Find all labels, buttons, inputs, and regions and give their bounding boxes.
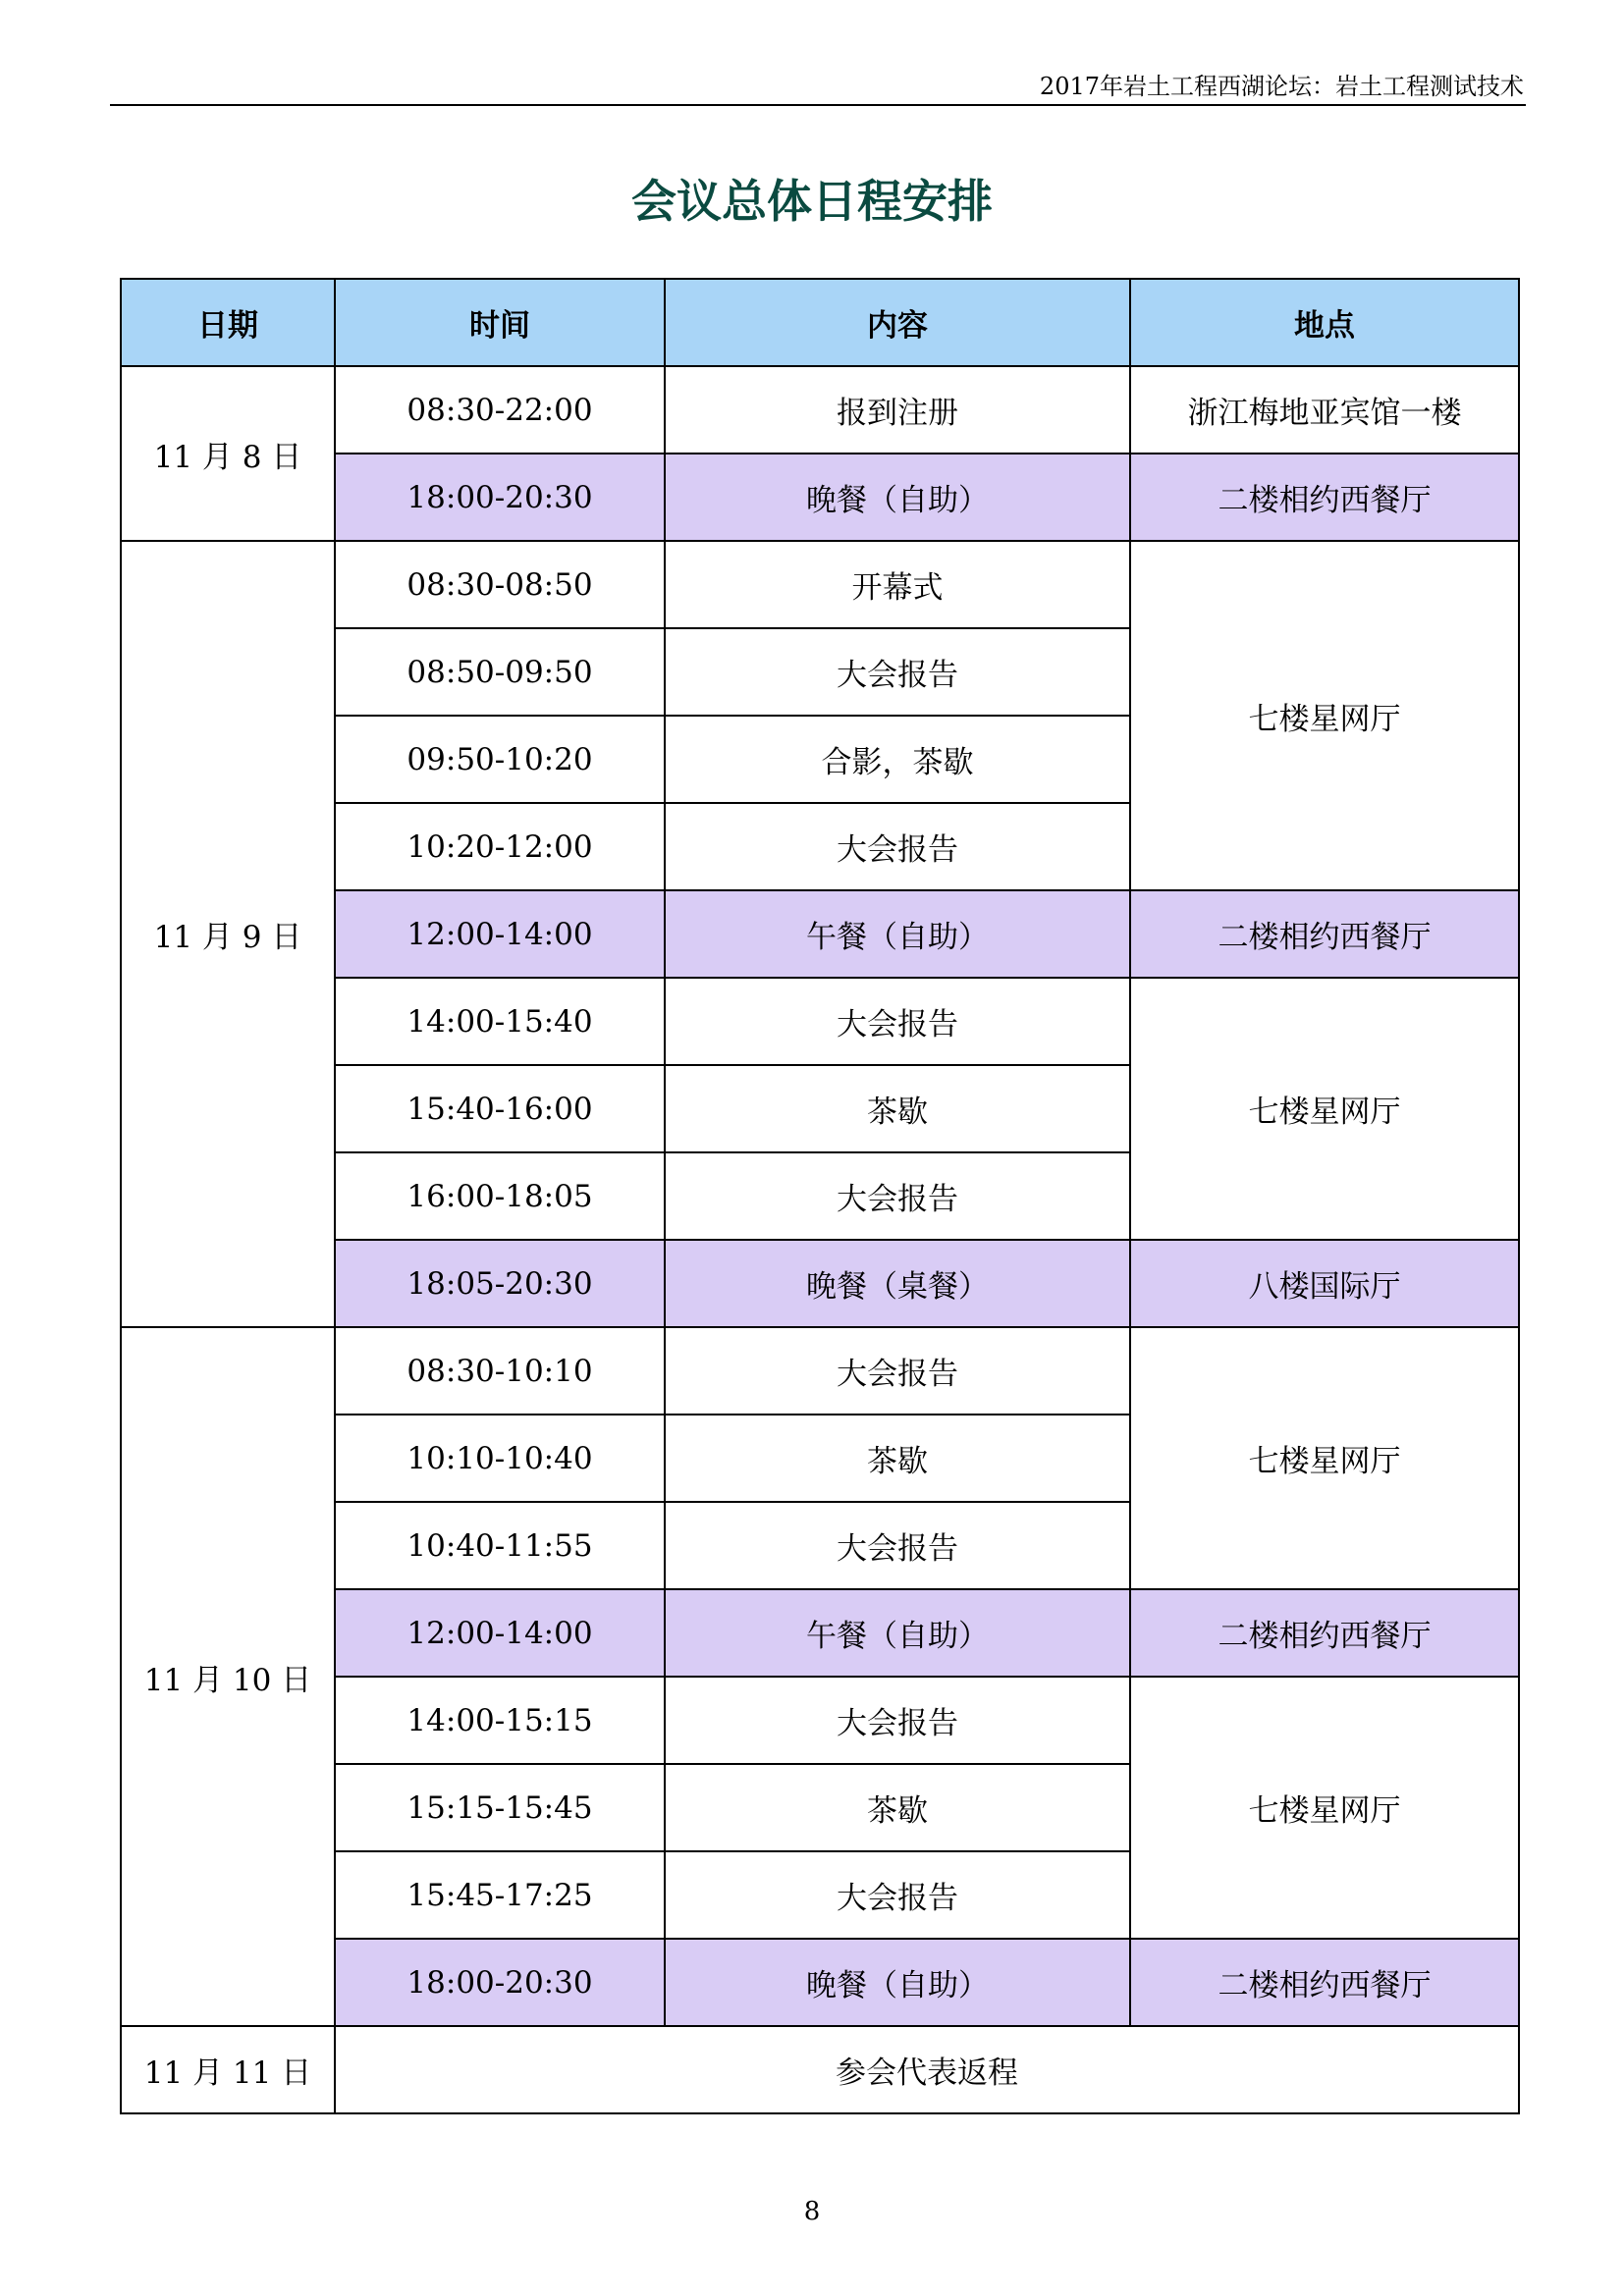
time-cell: 10:20-12:00 <box>335 803 665 890</box>
date-cell: 11 月 10 日 <box>121 1327 335 2026</box>
content-cell: 大会报告 <box>665 1327 1130 1415</box>
column-header-date: 日期 <box>121 279 335 366</box>
running-header: 2017年岩土工程西湖论坛：岩土工程测试技术 <box>1039 73 1524 100</box>
content-cell: 合影，茶歇 <box>665 716 1130 803</box>
time-cell: 18:00-20:30 <box>335 1939 665 2026</box>
time-cell: 12:00-14:00 <box>335 1589 665 1677</box>
time-cell: 10:40-11:55 <box>335 1502 665 1589</box>
content-cell: 午餐（自助） <box>665 890 1130 978</box>
content-cell: 报到注册 <box>665 366 1130 454</box>
time-cell: 08:30-22:00 <box>335 366 665 454</box>
time-cell: 18:00-20:30 <box>335 454 665 541</box>
time-cell: 15:45-17:25 <box>335 1851 665 1939</box>
date-cell: 11 月 9 日 <box>121 541 335 1327</box>
date-cell: 11 月 11 日 <box>121 2026 335 2113</box>
table-row <box>121 2026 1519 2113</box>
content-cell: 晚餐（桌餐） <box>665 1240 1130 1327</box>
venue-cell: 七楼星网厅 <box>1130 1677 1519 1939</box>
time-cell: 12:00-14:00 <box>335 890 665 978</box>
venue-cell: 七楼星网厅 <box>1130 978 1519 1240</box>
content-cell: 大会报告 <box>665 978 1130 1065</box>
content-cell: 茶歇 <box>665 1415 1130 1502</box>
content-cell: 茶歇 <box>665 1065 1130 1152</box>
column-header-venue: 地点 <box>1130 279 1519 366</box>
header-rule <box>110 104 1526 106</box>
content-cell: 茶歇 <box>665 1764 1130 1851</box>
page-title: 会议总体日程安排 <box>631 175 993 228</box>
table-row <box>121 366 1519 454</box>
venue-cell: 八楼国际厅 <box>1130 1240 1519 1327</box>
content-cell: 大会报告 <box>665 1677 1130 1764</box>
content-cell: 大会报告 <box>665 628 1130 716</box>
date-cell: 11 月 8 日 <box>121 366 335 541</box>
schedule-table <box>120 278 1520 2114</box>
venue-cell: 浙江梅地亚宾馆一楼 <box>1130 366 1519 454</box>
venue-cell: 七楼星网厅 <box>1130 541 1519 890</box>
column-header-content: 内容 <box>665 279 1130 366</box>
content-cell: 大会报告 <box>665 803 1130 890</box>
content-cell: 午餐（自助） <box>665 1589 1130 1677</box>
time-cell: 15:40-16:00 <box>335 1065 665 1152</box>
time-cell: 08:50-09:50 <box>335 628 665 716</box>
table-header-row <box>121 279 1519 366</box>
time-cell: 08:30-08:50 <box>335 541 665 628</box>
venue-cell: 二楼相约西餐厅 <box>1130 1589 1519 1677</box>
time-cell: 16:00-18:05 <box>335 1152 665 1240</box>
table-row <box>121 541 1519 628</box>
time-cell: 14:00-15:15 <box>335 1677 665 1764</box>
time-cell: 18:05-20:30 <box>335 1240 665 1327</box>
page-number: 8 <box>803 2197 821 2226</box>
venue-cell: 七楼星网厅 <box>1130 1327 1519 1589</box>
time-cell: 15:15-15:45 <box>335 1764 665 1851</box>
venue-cell: 二楼相约西餐厅 <box>1130 890 1519 978</box>
time-cell: 14:00-15:40 <box>335 978 665 1065</box>
time-cell: 09:50-10:20 <box>335 716 665 803</box>
content-cell: 开幕式 <box>665 541 1130 628</box>
time-cell: 08:30-10:10 <box>335 1327 665 1415</box>
column-header-time: 时间 <box>335 279 665 366</box>
venue-cell: 二楼相约西餐厅 <box>1130 1939 1519 2026</box>
table-row <box>121 1327 1519 1415</box>
content-cell: 晚餐（自助） <box>665 454 1130 541</box>
time-cell: 10:10-10:40 <box>335 1415 665 1502</box>
content-cell: 大会报告 <box>665 1152 1130 1240</box>
content-cell: 大会报告 <box>665 1502 1130 1589</box>
note-cell: 参会代表返程 <box>335 2026 1519 2113</box>
venue-cell: 二楼相约西餐厅 <box>1130 454 1519 541</box>
content-cell: 晚餐（自助） <box>665 1939 1130 2026</box>
content-cell: 大会报告 <box>665 1851 1130 1939</box>
